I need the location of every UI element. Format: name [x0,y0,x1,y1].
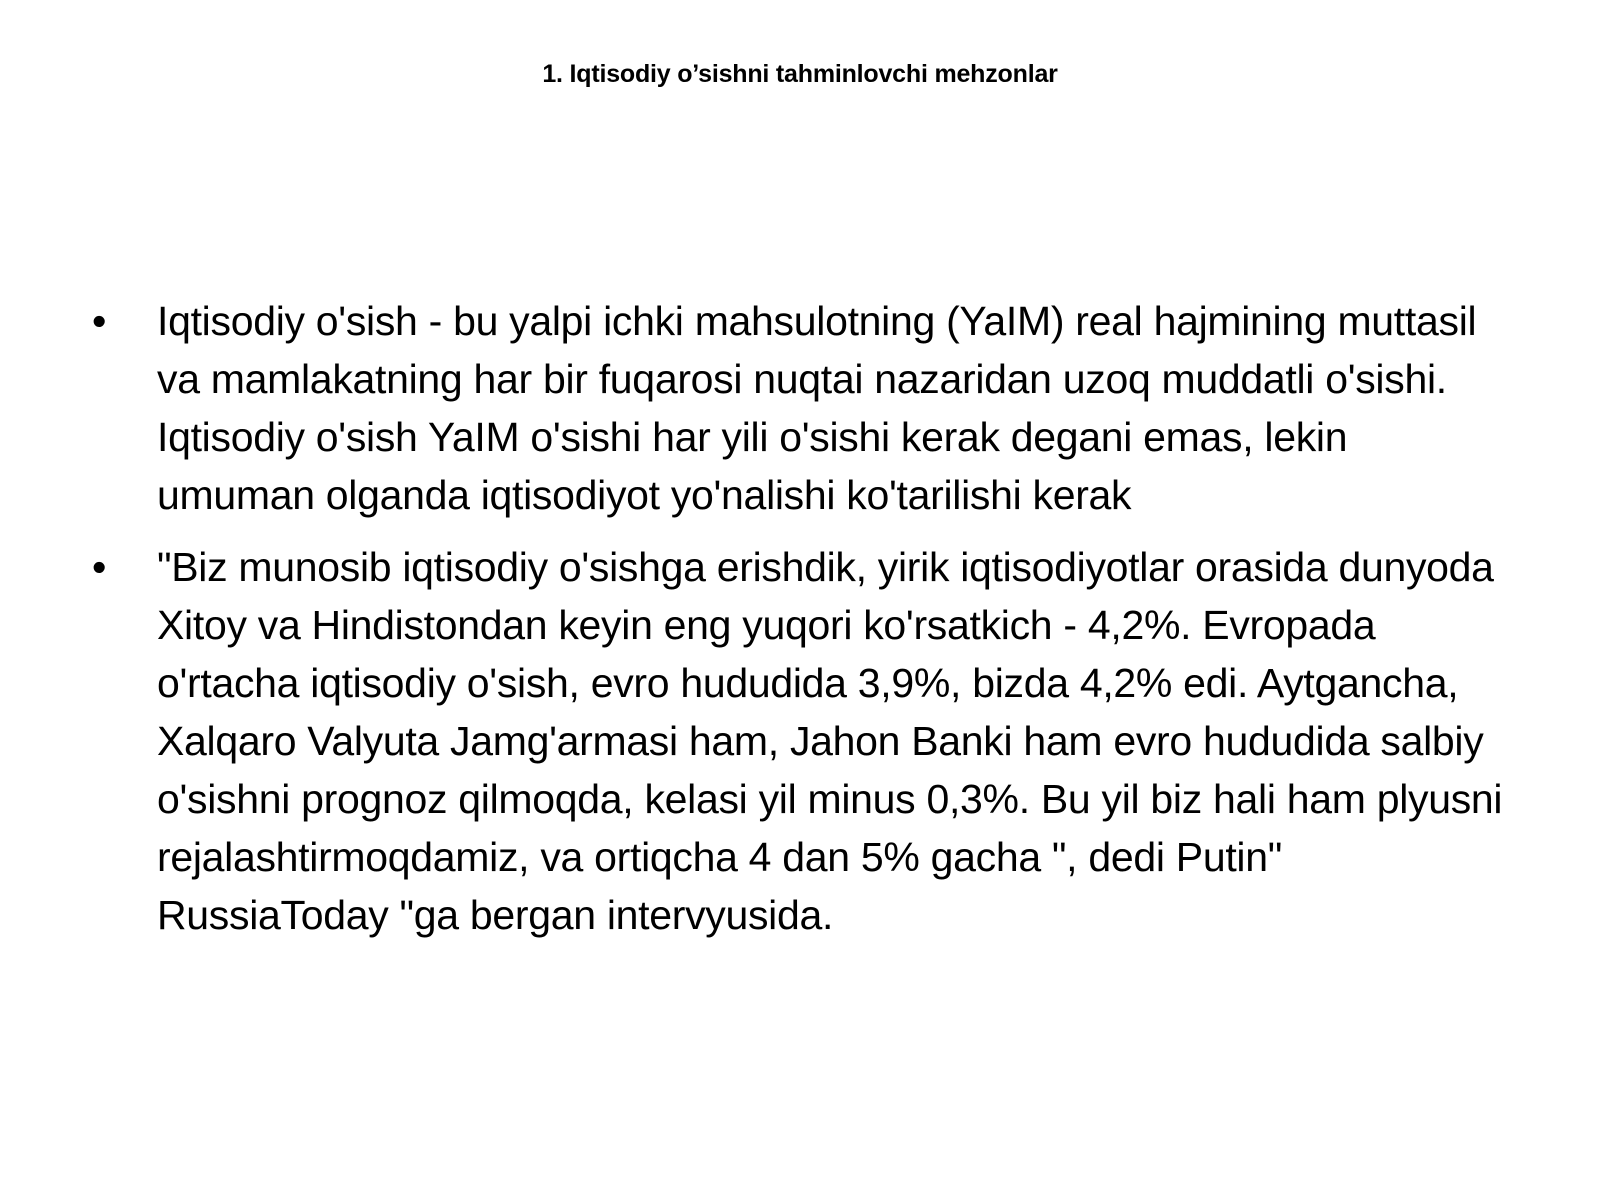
bullet-text-2: "Biz munosib iqtisodiy o'sishga erishdik, yirik iqtisodiyotlar orasida dunyoda Xitoy va Hindistondan keyin eng yuqori ko'rsatkich - 4,2%. Evropada o'rtacha iqtisodiy o'sish, evro hududida 3,9%, bizda 4,2% edi. Aytgancha, Xalqaro Valyuta Jamg'armasi ham, Jahon Banki ham evro hududida salbiy o'sishni prognoz qilmoqda, kelasi yil minus 0,3%. Bu yil biz hali ham plyusni rejalashtirmoqdamiz, va ortiqcha 4 dan 5% gacha ", dedi Putin" RussiaToday "ga bergan intervyusida. [157,544,1503,938]
bullet-item-2 [92,538,1512,944]
bullet-text-1: Iqtisodiy o'sish - bu yalpi ichki mahsulotning (YaIM) real hajmining muttasil va mamlakatning har bir fuqarosi nuqtai nazaridan uzoq muddatli o'sishi. Iqtisodiy o'sish YaIM o'sishi har yili o'sishi kerak degani emas, lekin umuman olganda iqtisodiyot yo'nalishi ko'tarilishi kerak [157,298,1477,518]
bullet-dot-icon: • [92,544,107,590]
bullet-dot-icon: • [92,298,107,344]
bullet-item-1 [92,292,1512,524]
bullet-list [92,292,1512,958]
slide-title: 1. Iqtisodiy o’sishni tahminlovchi mehzonlar [542,60,1058,88]
